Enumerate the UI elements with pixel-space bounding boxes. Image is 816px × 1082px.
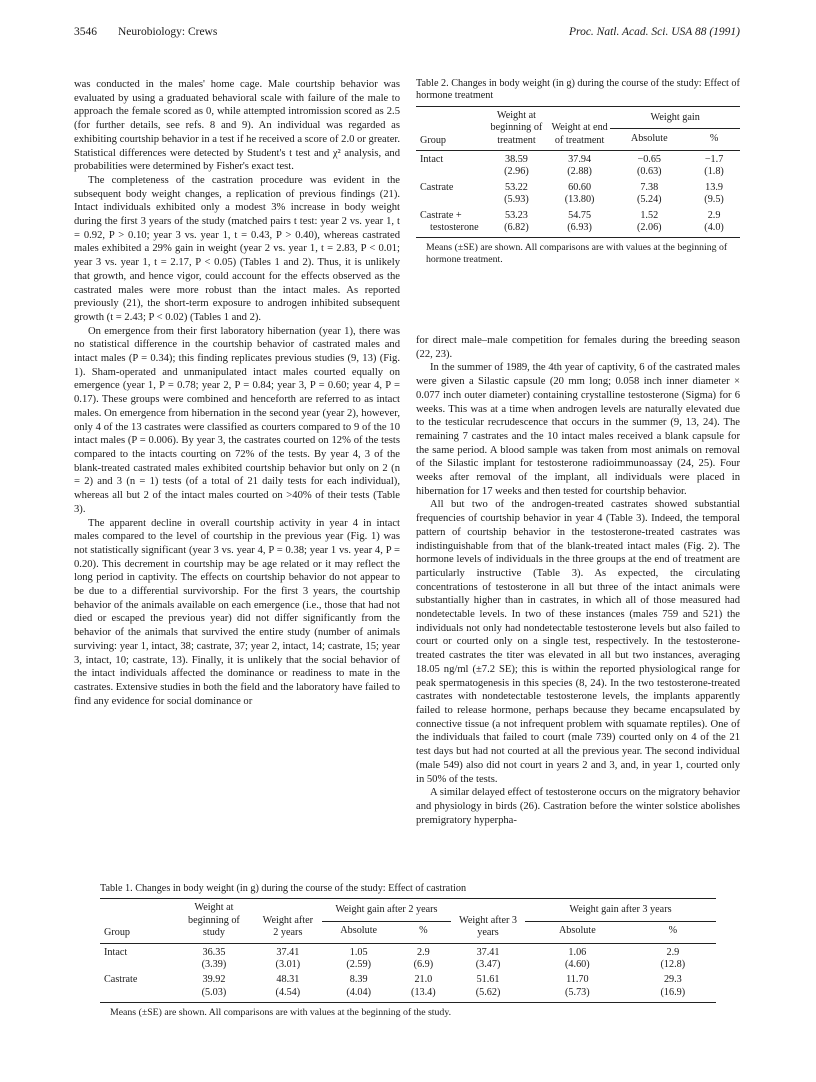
- col-header-begin: Weight at beginning of study: [188, 902, 240, 939]
- left-column: [74, 78, 400, 708]
- table-row: Castrate + 53.23 54.75 1.52 2.9: [420, 209, 721, 221]
- table-1: [100, 883, 716, 1019]
- col-header-gain: Weight gain: [610, 106, 740, 128]
- paragraph: was conducted in the males' home cage. Male courtship behavior was evaluated by using a graduated behavioral scale with failure of the male to approach the female scored as 0, while attempted intromission scored as 2.5 (for further details, see refs. 8 and 9). An individual was regarded as exhibiting courtship behavior in a test if he received a score of 2.0 or greater. Statistical differences were detected by Student's t test and χ² analysis, and probabilities were determined by Fisher's exact test.: [74, 79, 400, 173]
- col-header-percent: %: [419, 925, 428, 937]
- paragraph: for direct male–male competition for females during the breeding season (22, 23).: [416, 335, 740, 360]
- paragraph: On emergence from their first laboratory hibernation (year 1), there was no statistical difference in the courtship behavior of castrated males and intact males (P = 0.34); this finding replicates previous studies (9, 13) (Fig. 1). Sham-operated and unmanipulated intact males courted equally on emergence (year 1, P = 0.78; year 2, P = 0.84; year 3, P = 0.60; year 4, P = 0.17). These groups were combined and henceforth are referred to as intact males. On emergence from hibernation in the second year (year 2), however, only 4 of the 13 castrates were classified as courters compared to 9 of the 10 intact males (P = 0.006). By year 3, the castrates courted on 12% of the tests compared to the intacts courting on 72% of the tests. By year 4, 3 of the blank-treated castrated males exhibited courtship behavior but only on 2 (n = 2) and 3 (n = 1) tests (of a total of 21 daily tests for each individual), whereas all but 2 of the intact males courted on >40% of their tests (Table 3).: [74, 325, 400, 515]
- col-header-gain2: Weight gain after 2 years: [322, 899, 451, 921]
- paragraph: The completeness of the castration procedure was evident in the subsequent body weight changes, a replication of previous findings (21). Intact individuals exhibited only a modest 3% increase in body weight during the first 3 years of the study (matched pairs t test: year 2 vs. year 1, t = 0.92, P > 0.10; year 3 vs. year 1, t = 0.43, P > 0.40), whereas castrated males exhibited a 29% gain in weight (year 2 vs. year 1, t = 2.83, P < 0.01; year 3 vs. year 1, t = 2.17, P < 0.05) (Tables 1 and 2). Thus, it is unlikely that growth, and hence vigor, could account for the effects observed as the castrated males were more robust than the intact males. As reported previously (21), the short-term exposure to androgen inhibited subsequent growth (t = 2.43; P < 0.02) (Tables 1 and 2).: [74, 174, 400, 323]
- table-1-grid: [100, 898, 716, 1003]
- col-header-group: Group: [104, 927, 131, 939]
- col-header-begin: Weight at beginning of treatment: [490, 109, 543, 146]
- right-column: [416, 334, 740, 827]
- paragraph: In the summer of 1989, the 4th year of captivity, 6 of the castrated males were given a Silastic capsule (20 mm long; 0.058 inch inner diameter × 0.077 inch outer diameter) containing crystalline testosterone (Sigma) for 6 weeks. This was at a time when androgen levels are naturally elevated due to the testicular recrudescence that occurs in the summer (9, 13, 24). The remaining 7 castrates and the 10 intact males received a blank capsule for the same period. A blood sample was taken from most animals on removal of the Silastic implant for testosterone radioimmunoassay (24, 25). Four weeks after removal of the implant, all individuals were placed in hibernation for 17 weeks and then tested for courtship behavior.: [416, 362, 740, 497]
- page-number: 3546: [74, 26, 97, 38]
- col-header-after2: Weight after 2 years: [262, 914, 314, 939]
- paragraph: A similar delayed effect of testosterone occurs on the migratory behavior and physiology in birds (26). Castration before the winter solstice abolishes premigratory hyperpha-: [416, 787, 740, 826]
- col-header-absolute: Absolute: [340, 925, 378, 937]
- table-row: Castrate 39.92 48.31 8.39 21.0 51.61 11.70 29.3: [104, 974, 682, 986]
- col-header-percent: %: [709, 132, 719, 144]
- table-note: Means (±SE) are shown. All comparisons are with values at the beginning of the study.: [110, 1007, 452, 1019]
- table-note: Means (±SE) are shown. All comparisons are with values at the beginning of hormone treatment.: [426, 242, 728, 266]
- table-2: [416, 78, 740, 266]
- col-header-absolute: Absolute: [558, 925, 596, 937]
- col-header-gain3: Weight gain after 3 years: [525, 899, 716, 921]
- table-row: (2.96) (2.88) (0.63) (1.8): [504, 166, 724, 178]
- col-header-percent: %: [668, 925, 678, 937]
- paragraph: The apparent decline in overall courtship activity in year 4 in intact males compared to the level of courtship in the previous year (Fig. 1) was not statistically significant (year 3 vs. year 4, P = 0.38; year 1 vs. year 4, P = 0.20). This decrement in courtship may be age related or it may reflect the long period in captivity. The effects on courtship behavior do not appear to be due to a differential survivorship. For the first 3 years, the courtship behavior of the animals available on each emergence (i.e., those that had not died or escaped the previous year) did not differ significantly from the behavior of the animals that survived the entire study (number of animals surviving: year 1, intact, 38; castrate, 37; year 2, intact, 14; castrate, 15; year 3, intact, 10; castrate, 13). Finally, it is unlikely that the social behavior of the intact individuals affected the dominance or readiness to mate in the castrates. Extensive studies in both the field and the laboratory have failed to find any evidence for social dominance or: [74, 517, 400, 707]
- table-caption: Table 1. Changes in body weight (in g) during the course of the study: Effect of castration: [100, 883, 467, 894]
- section-title: Neurobiology: Crews: [118, 26, 218, 38]
- table-row: Castrate 53.22 60.60 7.38 13.9: [420, 181, 723, 193]
- col-header-group: Group: [420, 134, 447, 146]
- table-row: testosterone (6.82) (6.93) (2.06) (4.0): [416, 222, 740, 238]
- page-header: [74, 26, 740, 42]
- col-header-after3: Weight after 3 years: [459, 914, 518, 939]
- table-caption: Table 2. Changes in body weight (in g) during the course of the study: Effect of hormone treatment: [416, 78, 740, 102]
- table-row: (5.03) (4.54) (4.04) (13.4) (5.62) (5.73) (16.9): [100, 987, 716, 1003]
- table-row: (3.39) (3.01) (2.59) (6.9) (3.47) (4.60) (12.8): [201, 959, 686, 971]
- paragraph: All but two of the androgen-treated castrates showed substantial frequencies of courtship behavior in year 4 (Table 3). Indeed, the temporal pattern of courtship behavior in the testosterone-treated castrates was indistinguishable from that of the blank-treated intact males (Fig. 2). The hormone levels of individuals in the three groups at the end of treatment are particularly instructive (Table 3). As expected, the circulating concentrations of testosterone in all but three of the intact animals were substantially higher than in castrates, in which all of those measured had nondetectable levels. In two of these instances (males 759 and 521) the individuals not only had nondetectable testosterone levels but also failed to court or courted only on a single test, respectively. In the testosterone-treated castrates the titer was elevated in all but two instances, averaging 18.05 ng/ml (±7.2 SE); this is within the reported physiological range for peak spermatogenesis in this species (8, 24). In the two testosterone-treated castrates with nondetectable testosterone levels, the implants apparently failed to release hormone, perhaps because they became encapsulated by connective tissue (a not infrequent problem with squamate reptiles). One of the individuals that failed to court (male 739) courted only on 4 of the 21 test days but had not courted at all the previous year. The second individual (male 549) also did not court in years 2 and 3, and, in year 1, courted only in 50% of the tests.: [416, 499, 740, 785]
- table-row: Intact 38.59 37.94 −0.65 −1.7: [420, 154, 724, 166]
- table-row: Intact 36.35 37.41 1.05 2.9 37.41 1.06 2.9: [104, 946, 680, 958]
- table-2-grid: [416, 106, 740, 239]
- table-row: (5.93) (13.80) (5.24) (9.5): [504, 194, 724, 206]
- col-header-end: Weight at end of treatment: [551, 122, 608, 146]
- journal-citation: Proc. Natl. Acad. Sci. USA 88 (1991): [569, 26, 740, 38]
- col-header-absolute: Absolute: [630, 132, 668, 144]
